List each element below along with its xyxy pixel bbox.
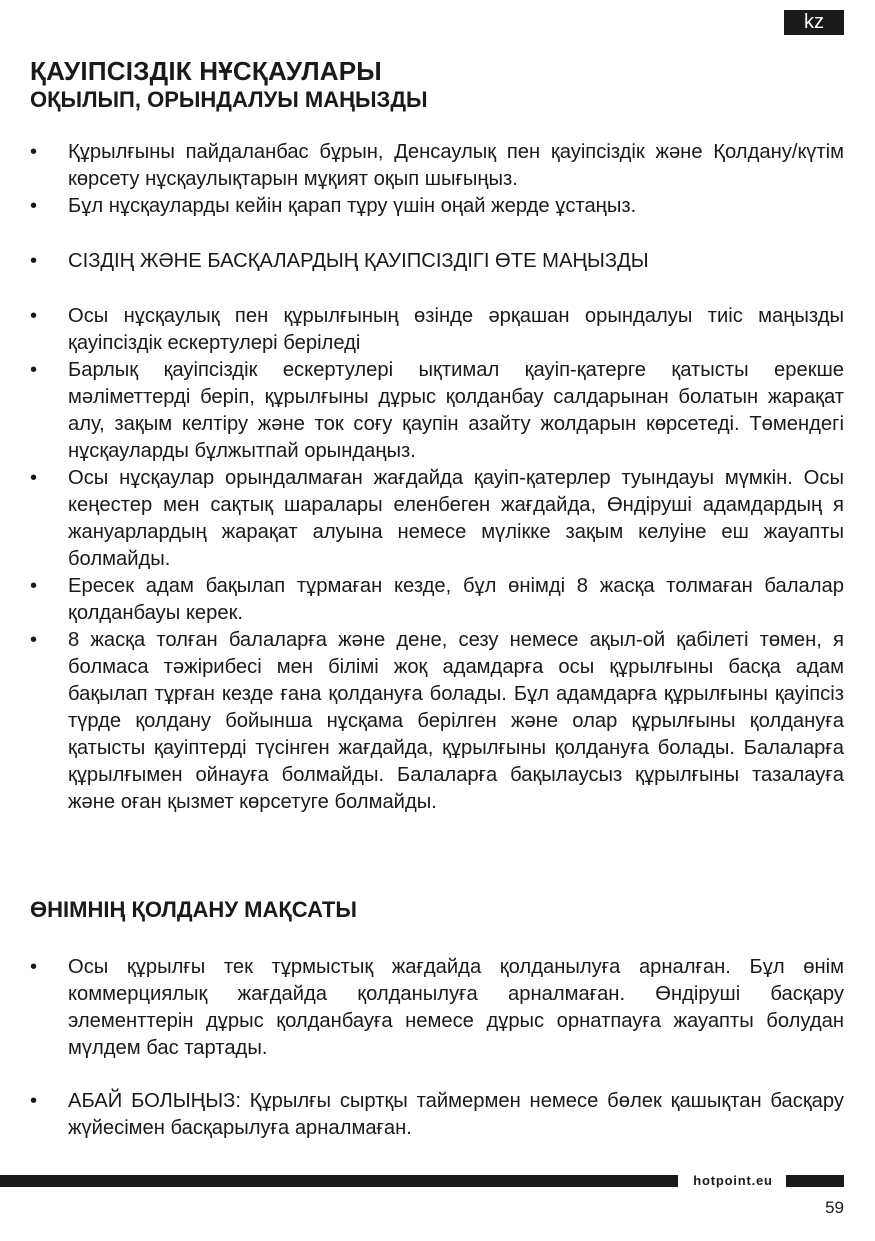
caution-list [30, 1088, 844, 1142]
list-item-text: Ересек адам бақылап тұрмаған кезде, бұл өнімді 8 жасқа толмаған балалар қолданбауы керек. [68, 575, 844, 624]
bullet-icon: • [30, 195, 38, 217]
page-title: ҚАУІПСІЗДІК НҰСҚАУЛАРЫ [30, 56, 382, 86]
list-item [30, 303, 844, 357]
footer-divider-left [0, 1175, 678, 1187]
list-item [30, 573, 844, 627]
language-badge: kz [784, 10, 844, 35]
list-item-text: Құрылғыны пайдаланбас бұрын, Денсаулық пен қауіпсіздік және Қолдану/күтім көрсету нұсқаулықтарын мұқият оқып шығыңыз. [68, 141, 844, 190]
bullet-icon: • [30, 305, 38, 327]
list-item-text: Осы нұсқаулар орындалмаған жағдайда қауіп-қатерлер туындауы мүмкін. Осы кеңестер мен сақтық шаралары еленбеген жағдайда, Өндіруші адамдардың я жануарлардың жарақат алуына немесе мүлікке зақым келуіне еш жауапты болмайды. [68, 467, 844, 570]
list-item-text: АБАЙ БОЛЫҢЫЗ: Құрылғы сыртқы таймермен немесе бөлек қашықтан басқару жүйесімен басқарылуға арналмаған. [68, 1090, 844, 1139]
list-item [30, 139, 844, 193]
list-item-text: Бұл нұсқауларды кейін қарап тұру үшін оңай жерде ұстаңыз. [68, 195, 637, 217]
bullet-icon: • [30, 1090, 38, 1112]
list-item-text: Барлық қауіпсіздік ескертулері ықтимал қауіп-қатерге қатысты ерекше мәліметтерді беріп, құрылғыны дұрыс қолданбау салдарынан болатын жарақат алу, зақым келтіру және ток соғу қаупін азайту жолдарын көрсетеді. Төмендегі нұсқауларды бұлжытпай орындаңыз. [68, 359, 844, 462]
list-item [30, 193, 844, 220]
list-item-text: 8 жасқа толған балаларға және дене, сезу немесе ақыл-ой қабілеті төмен, я болмаса тәжірибесі мен білімі жоқ адамдарға осы құрылғыны басқа адам бақылап тұрған кезде ғана қолдануға болады. Бұл адамдарға құрылғыны қауіпсіз түрде қолдану бойынша нұсқама берілген және олар құрылғыны қолдануға қатысты қауіптерді түсінген жағдайда, құрылғыны қолдануға болады. Балаларға құрылғымен ойнауға болмайды. Балаларға бақылаусыз құрылғыны тазалауға және оған қызмет көрсетуге болмайды. [68, 629, 844, 813]
list-item-text: Осы нұсқаулық пен құрылғының өзінде әрқашан орындалуы тиіс маңызды қауіпсіздік ескертулері беріледі [68, 305, 844, 354]
list-item [30, 627, 844, 816]
list-item-text: Осы құрылғы тек тұрмыстық жағдайда қолданылуға арналған. Бұл өнім коммерциялық жағдайда қолданылуға арналмаған. Өндіруші басқару элементтерін дұрыс қолданбауға немесе дұрыс орнатпауға жауапты болудан мүлдем бас тартады. [68, 956, 844, 1059]
page-number: 59 [825, 1198, 844, 1217]
section-heading-intended-use: ӨНІМНІҢ ҚОЛДАНУ МАҚСАТЫ [30, 897, 357, 922]
intended-use-list [30, 954, 844, 1062]
intro-list [30, 139, 844, 220]
bullet-icon: • [30, 467, 38, 489]
list-item [30, 248, 844, 275]
bullet-icon: • [30, 956, 38, 978]
list-item [30, 357, 844, 465]
safety-importance-list [30, 248, 844, 275]
page-subtitle: ОҚЫЛЫП, ОРЫНДАЛУЫ МАҢЫЗДЫ [30, 87, 428, 112]
list-item [30, 954, 844, 1062]
bullet-icon: • [30, 629, 38, 651]
list-item-text: СІЗДІҢ ЖӘНЕ БАСҚАЛАРДЫҢ ҚАУІПСІЗДІГІ ӨТЕ МАҢЫЗДЫ [68, 250, 649, 272]
footer-divider-right [786, 1175, 844, 1187]
list-item [30, 1088, 844, 1142]
safety-warnings-list [30, 303, 844, 816]
bullet-icon: • [30, 250, 38, 272]
bullet-icon: • [30, 575, 38, 597]
bullet-icon: • [30, 141, 38, 163]
list-item [30, 465, 844, 573]
footer-brand: hotpoint.eu [693, 1173, 773, 1188]
bullet-icon: • [30, 359, 38, 381]
